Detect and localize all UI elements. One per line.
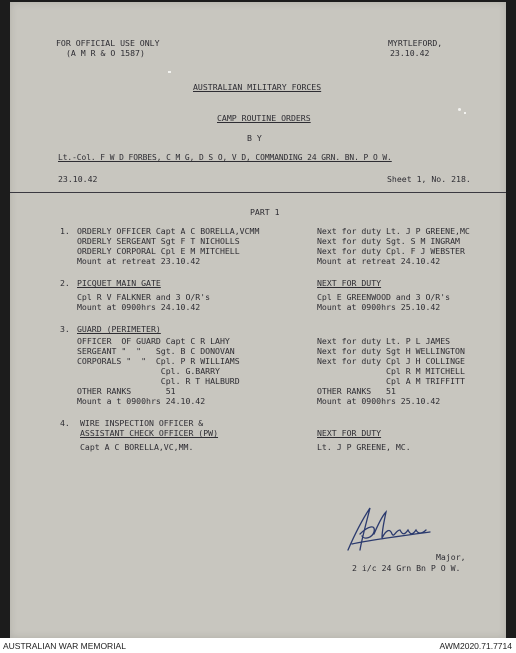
section-line: CORPORALS " " Cpl. P R WILLIAMS [77,356,240,366]
section-title: PICQUET MAIN GATE [77,278,161,288]
section-line: OTHER RANKS 51 [77,386,176,396]
orders-title: CAMP ROUTINE ORDERS [217,113,311,123]
next-duty-line: Mount at 0900hrs 25.10.42 [317,302,441,312]
paper-speck [458,108,461,111]
section-line: OFFICER OF GUARD Capt C R LAHY [77,336,230,346]
next-duty-title: NEXT FOR DUTY [317,428,382,438]
next-duty-line: Next for duty Sgt H WELLINGTON [317,346,465,356]
by-label: B Y [247,133,262,143]
next-duty-line: Next for duty Cpl. F J WEBSTER [317,246,465,256]
next-duty-line: Mount at retreat 24.10.42 [317,256,441,266]
next-duty-line: Lt. J P GREENE, MC. [317,442,411,452]
paper-speck [464,112,466,114]
archive-footer [0,638,516,653]
section-number: 1. [60,226,70,236]
section-line: Cpl. R T HALBURD [77,376,240,386]
next-duty-line: Cpl A M TRIFFITT [317,376,465,386]
paper-speck [168,71,171,73]
part-heading: PART 1 [250,207,280,217]
section-line: ORDERLY OFFICER Capt A C BORELLA,VCMM [77,226,260,236]
next-duty-line: Mount at 0900hrs 25.10.42 [317,396,441,406]
next-duty-line: Cpl R M MITCHELL [317,366,465,376]
section-line: Capt A C BORELLA,VC,MM. [80,442,194,452]
commanding-officer-line: Lt.-Col. F W D FORBES, C M G, D S O, V D, COMMANDING 24 GRN. BN. P O W. [58,153,392,162]
signatory-rank: Major, [436,552,466,562]
next-duty-line: Next for duty Sgt. S M INGRAM [317,236,460,246]
header-date: 23.10.42 [390,48,430,58]
section-line: SERGEANT " " Sgt. B C DONOVAN [77,346,235,356]
section-line: Mount at 0900hrs 24.10.42 [77,302,201,312]
footer-accession-number: AWM2020.71.7714 [439,641,512,651]
section-line: Mount a t 0900hrs 24.10.42 [77,396,206,406]
paper-sheet [10,2,506,638]
section-number: 2. [60,278,70,288]
organisation-title: AUSTRALIAN MILITARY FORCES [193,82,322,92]
section-title: ASSISTANT CHECK OFFICER (PW) [80,428,219,438]
section-number: 3. [60,324,70,334]
section-line: Cpl. G.BARRY [77,366,220,376]
section-line: Mount at retreat 23.10.42 [77,256,201,266]
reference-number: (A M R & O 1587) [66,48,145,58]
sheet-number: Sheet 1, No. 218. [387,174,471,184]
section-title: GUARD (PERIMETER) [77,324,161,334]
header-divider [10,192,506,193]
next-duty-line: Cpl E GREENWOOD and 3 O/R's [317,292,451,302]
handwritten-signature [340,500,440,560]
section-line: Cpl R V FALKNER and 3 O/R's [77,292,211,302]
next-duty-line: Next for duty Cpl J H COLLINGE [317,356,465,366]
next-duty-line: Next for duty Lt. P L JAMES [317,336,451,346]
next-duty-line: Next for duty Lt. J P GREENE,MC [317,226,470,236]
section-number: 4. [60,418,70,428]
section-line: ORDERLY CORPORAL Cpl E M MITCHELL [77,246,240,256]
footer-institution: AUSTRALIAN WAR MEMORIAL [3,641,126,651]
order-date: 23.10.42 [58,174,98,184]
next-duty-line: OTHER RANKS 51 [317,386,396,396]
official-use-label: FOR OFFICIAL USE ONLY [56,38,160,48]
next-duty-title: NEXT FOR DUTY [317,278,382,288]
signatory-appointment: 2 i/c 24 Grn Bn P O W. [352,563,461,573]
place-name: MYRTLEFORD, [388,38,443,48]
section-line: ORDERLY SERGEANT Sgt F T NICHOLLS [77,236,240,246]
section-title: WIRE INSPECTION OFFICER & [80,418,204,428]
